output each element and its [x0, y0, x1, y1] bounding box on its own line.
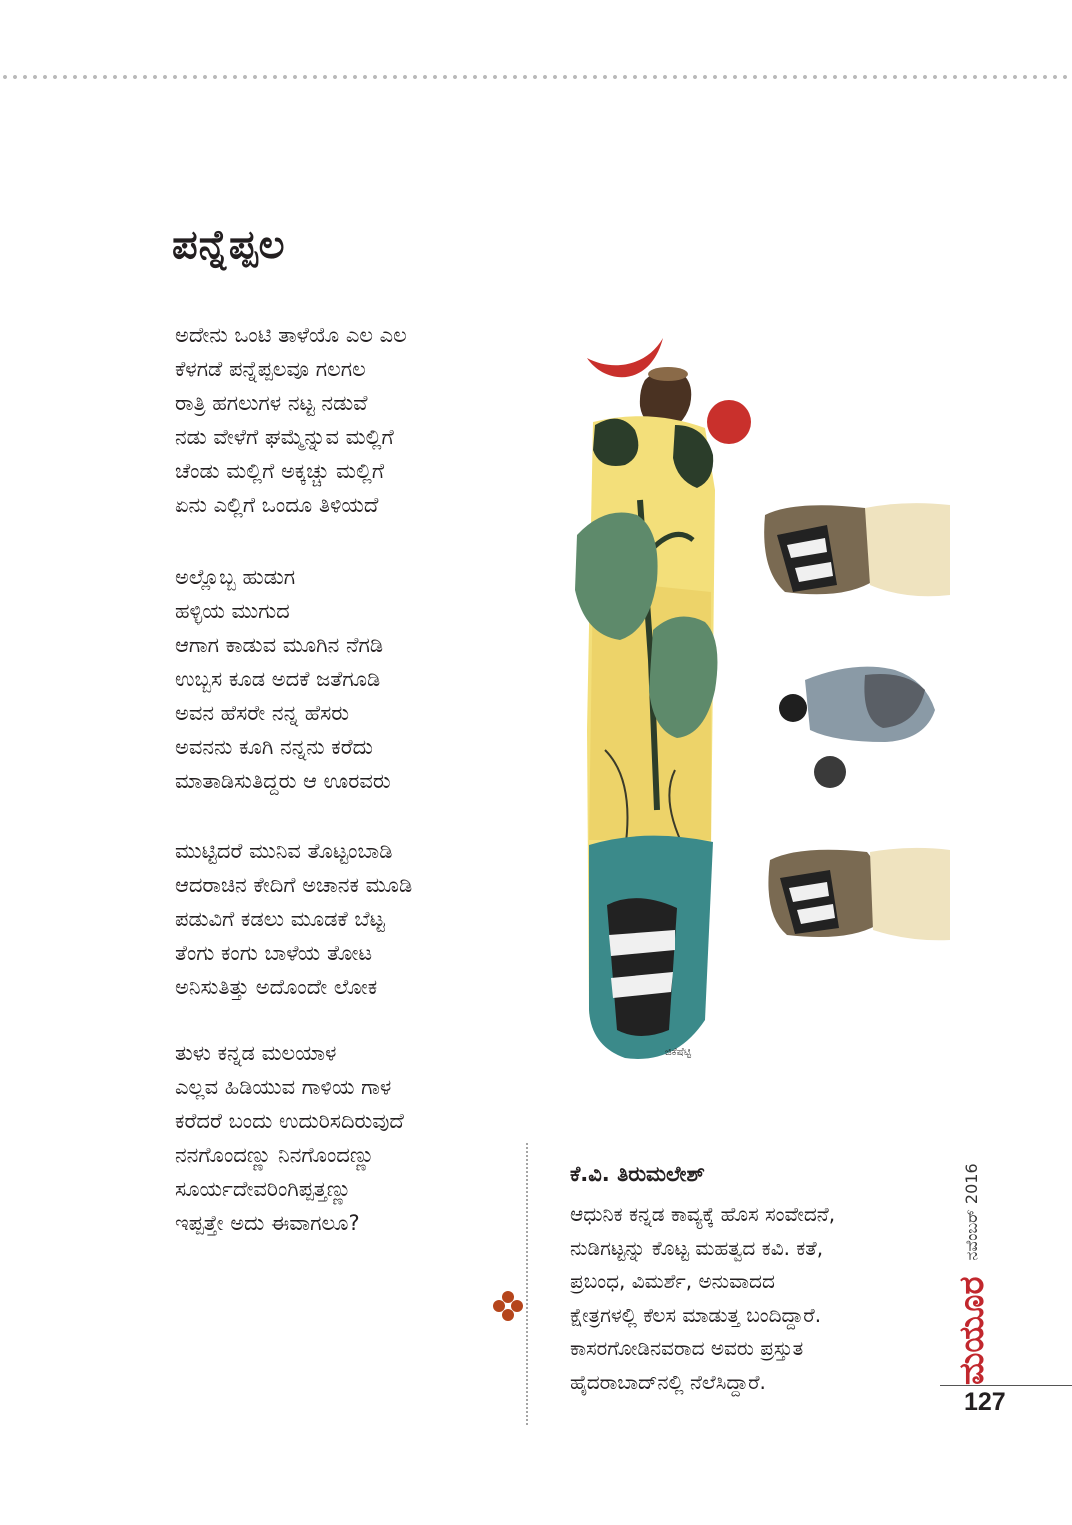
dotted-header-rule [0, 74, 1072, 80]
poem-line: ಅವನನು ಕೂಗಿ ನನ್ನನು ಕರೆದು [175, 735, 373, 759]
bio-line: ಹೈದರಾಬಾದ್‌ನಲ್ಲಿ ನೆಲೆಸಿದ್ದಾರೆ. [570, 1369, 766, 1394]
poem-line: ಉಬ್ಬಸ ಕೂಡ ಅದಕೆ ಜತೆಗೂಡಿ [175, 667, 381, 691]
magazine-logo: ಮಯೂರ [952, 1276, 992, 1385]
poem-line: ಪಡುವಿಗೆ ಕಡಲು ಮೂಡಕೆ ಬೆಟ್ಟ [175, 907, 385, 931]
poem-line: ಏನು ಎಲ್ಲಿಗೆ ಒಂದೂ ತಿಳಿಯದೆ [175, 493, 379, 517]
dotted-column-divider [526, 1143, 528, 1425]
poem-line: ಇಪ್ಪತ್ತೇ ಅದು ಈವಾಗಲೂ? [175, 1211, 360, 1235]
sun-shape [707, 400, 751, 444]
author-name: ಕೆ.ವಿ. ತಿರುಮಲೇಶ್ [570, 1162, 705, 1186]
poem-line: ಆಗಾಗ ಕಾಡುವ ಮೂಗಿನ ನೆಗಡಿ [175, 633, 384, 657]
bio-line: ಆಧುನಿಕ ಕನ್ನಡ ಕಾವ್ಯಕ್ಕೆ ಹೊಸ ಸಂವೇದನೆ, [570, 1202, 836, 1226]
side-moon-shape [779, 694, 807, 722]
page-number: 127 [964, 1388, 1006, 1416]
striped-shield-shape [607, 898, 677, 1036]
flower-ornament-icon [490, 1288, 526, 1324]
poem-line: ಚೆಂಡು ಮಲ್ಲಿಗೆ ಅಕ್ಕಚ್ಚು ಮಲ್ಲಿಗೆ [175, 459, 385, 483]
poem-line: ಅದೇನು ಒಂಟಿ ತಾಳೆಯೊ ಎಲ ಎಲ [175, 323, 407, 347]
poem-line: ನನಗೊಂದಣ್ಣು ನಿನಗೊಂದಣ್ಣು [175, 1143, 375, 1167]
poem-line: ಕರೆದರೆ ಬಂದು ಉದುರಿಸದಿರುವುದೆ [175, 1109, 404, 1133]
poem-line: ರಾತ್ರಿ ಹಗಲುಗಳ ನಟ್ಟ ನಡುವೆ [175, 391, 368, 415]
poem-line: ಹಳ್ಳಿಯ ಮುಗುದ [175, 599, 290, 623]
poem-line: ಅಲ್ಲೊಬ್ಬ ಹುಡುಗ [175, 565, 296, 589]
poem-line: ತುಳು ಕನ್ನಡ ಮಲಯಾಳ [175, 1041, 337, 1065]
poem-line: ಸೂರ್ಯದೇವರಿಂಗಿಪ್ಪತ್ತಣ್ಣು [175, 1177, 352, 1201]
poem-stanza-1 [175, 318, 407, 522]
poem-title: ಪನ್ನೆಪ್ಪಲ [172, 222, 286, 268]
poem-line: ಮುಟ್ಟಿದರೆ ಮುನಿವ ತೊಟ್ಟಂಬಾಡಿ [175, 839, 393, 863]
poem-line: ಅನಿಸುತಿತ್ತು ಅದೊಂದೇ ಲೋಕ [175, 975, 378, 999]
poem-line: ತೆಂಗು ಕಂಗು ಬಾಳೆಯ ತೋಟ [175, 941, 373, 965]
poem-line: ಕೆಳಗಡೆ ಪನ್ನೆಪ್ಪಲವೂ ಗಲಗಲ [175, 357, 366, 381]
bio-line: ನುಡಿಗಟ್ಟನ್ನು ಕೊಟ್ಟ ಮಹತ್ವದ ಕವಿ. ಕತೆ, [570, 1235, 824, 1260]
magazine-spine [948, 1100, 996, 1385]
bio-line: ಕ್ಷೇತ್ರಗಳಲ್ಲಿ ಕೆಲಸ ಮಾಡುತ್ತ ಬಂದಿದ್ದಾರೆ. [570, 1302, 822, 1327]
poem-stanza-2 [175, 560, 391, 798]
poem-stanza-3 [175, 834, 412, 1004]
poem-line: ಅವನ ಹೆಸರೇ ನನ್ನ ಹೆಸರು [175, 701, 350, 725]
poem-line: ಆದರಾಚಿನ ಕೇದಿಗೆ ಅಚಾನಕ ಮೂಡಿ [175, 873, 413, 897]
poem-line: ಎಲ್ಲವ ಹಿಡಿಯುವ ಗಾಳಿಯ ಗಾಳ [175, 1075, 392, 1099]
illustration [565, 330, 950, 1070]
poem-stanza-4 [175, 1036, 404, 1240]
author-bio [570, 1198, 940, 1399]
poem-line: ಮಾತಾಡಿಸುತಿದ್ದರು ಆ ಊರವರು [175, 769, 391, 793]
illustration-signature: ಜಿಕೆಷೆಟ್ಟಿ [665, 1047, 692, 1058]
poem-line: ನಡು ವೇಳೆಗೆ ಘಮ್ಮೆನ್ನುವ ಮಲ್ಲಿಗೆ [175, 425, 394, 449]
bio-line: ಕಾಸರಗೋಡಿನವರಾದ ಅವರು ಪ್ರಸ್ತುತ [570, 1336, 804, 1360]
bio-line: ಪ್ರಬಂಧ, ವಿಮರ್ಶೆ, ಅನುವಾದದ [570, 1269, 775, 1293]
page-number-rule [940, 1385, 1072, 1386]
issue-date: ನವೆಂಬರ್ 2016 [962, 1163, 981, 1261]
